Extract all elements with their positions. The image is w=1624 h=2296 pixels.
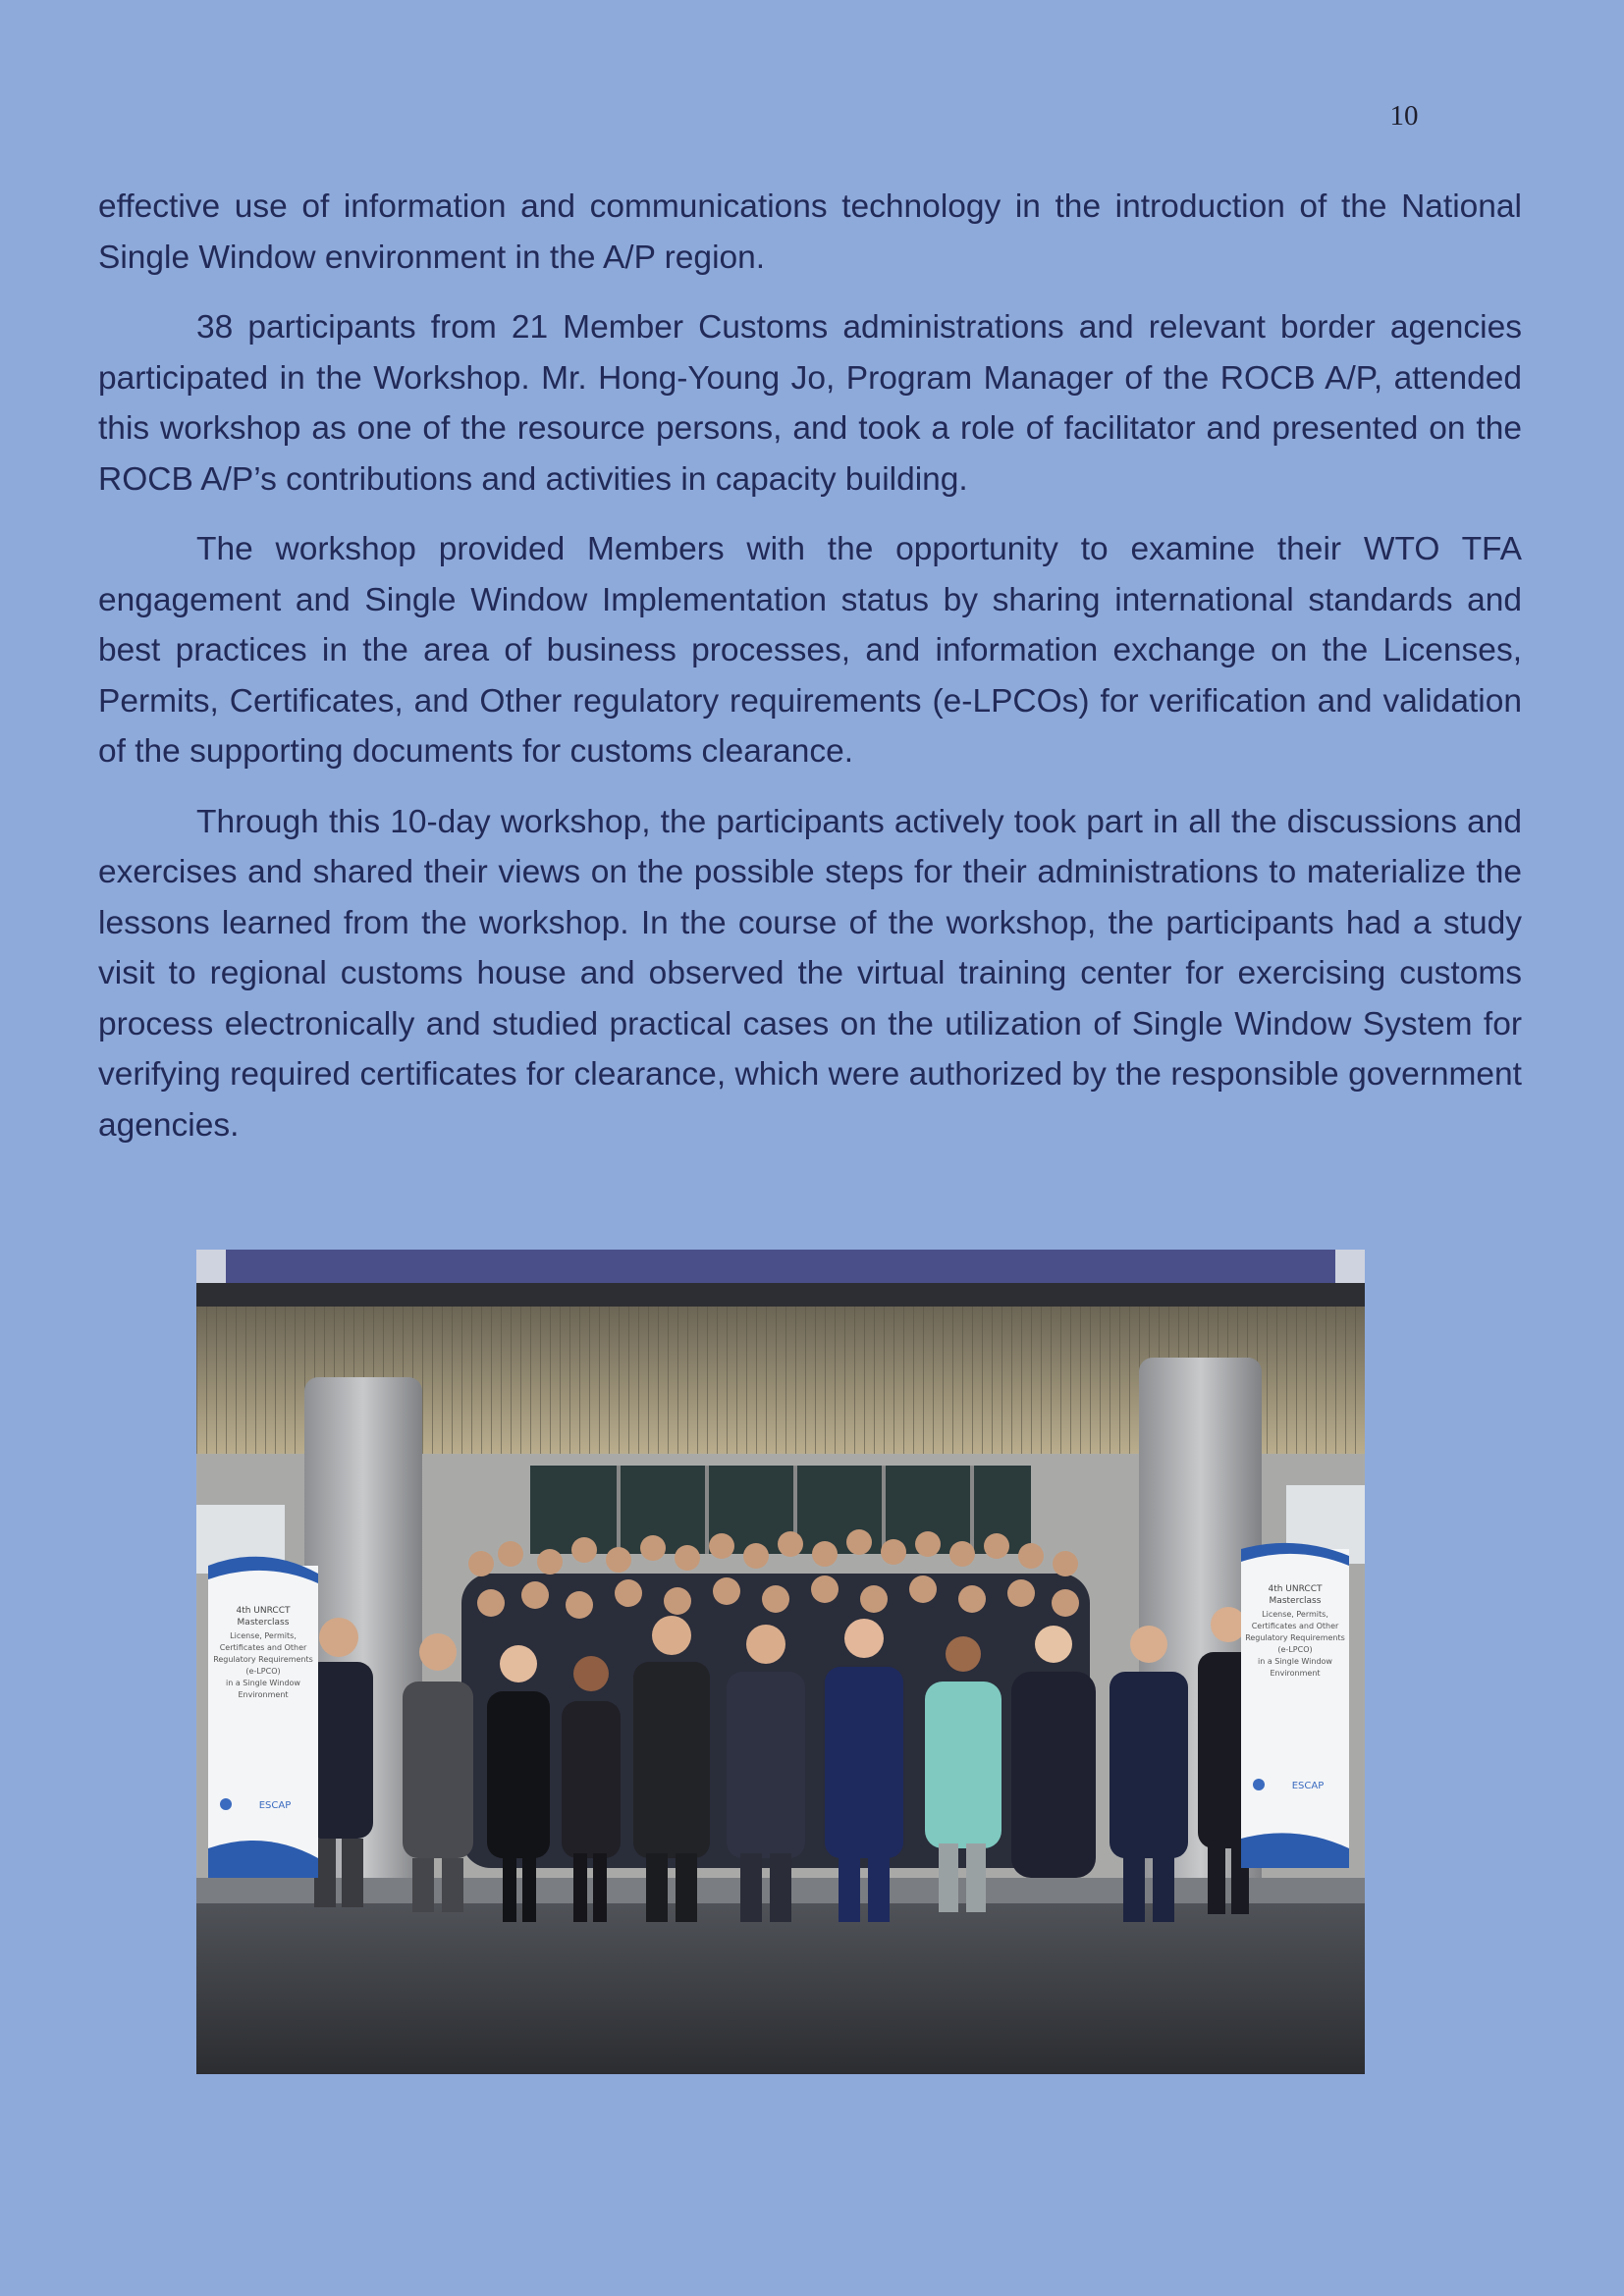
banner-left-line: in a Single Window: [226, 1679, 300, 1687]
group-photo-illustration: [196, 1250, 1365, 2074]
roof-edge: [226, 1250, 1335, 1283]
banner-left-subtitle: Masterclass: [237, 1618, 290, 1628]
banner-right-subtitle: Masterclass: [1269, 1596, 1322, 1606]
banner-left-line: (e-LPCO): [245, 1667, 281, 1676]
group-photo: [196, 1250, 1365, 2074]
banner-right-line: in a Single Window: [1258, 1657, 1332, 1666]
banner-left: [208, 1557, 318, 1878]
article-body: [98, 182, 1522, 1170]
paragraph-continuation: effective use of information and communications technology in the introduction of the National Single Window environment in the A/P region.: [98, 188, 1522, 276]
banner-left-line: Certificates and Other: [219, 1643, 307, 1652]
banner-right-line: (e-LPCO): [1277, 1645, 1313, 1654]
banner-right-logo-icon: [1253, 1779, 1265, 1790]
banner-right-line: Regulatory Requirements: [1245, 1633, 1345, 1642]
banner-left-title: 4th UNRCCT: [236, 1606, 291, 1616]
banner-right-line: License, Permits,: [1262, 1610, 1328, 1619]
banner-right-title: 4th UNRCCT: [1268, 1584, 1323, 1594]
page-number: 10: [1389, 100, 1419, 132]
banner-right-logo: ESCAP: [1291, 1781, 1325, 1791]
paragraph-ten-day-workshop: Through this 10-day workshop, the participants actively took part in all the discussions and exercises and shared their views on the possible steps for their administrations to materialize the lessons learned from the workshop. In the course of the workshop, the participants had a study visit to regional customs house and observed the virtual training center for exercising customs process electronically and studied practical cases on the utilization of Single Window System for verifying required certificates for clearance, which were authorized by the responsible government agencies.: [98, 803, 1522, 1144]
paragraph-workshop-opportunity: The workshop provided Members with the opportunity to examine their WTO TFA engagement and Single Window Implementation status by sharing international standards and best practices in the area of business processes, and information exchange on the Licenses, Permits, Certificates, and Other regulatory requirements (e-LPCOs) for verification and validation of the supporting documents for customs clearance.: [98, 531, 1522, 770]
paragraph-participants: 38 participants from 21 Member Customs administrations and relevant border agencies participated in the Workshop. Mr. Hong-Young Jo, Program Manager of the ROCB A/P, attended this workshop as one of the resource persons, and took a role of facilitator and presented on the ROCB A/P’s contributions and activities in capacity building.: [98, 309, 1522, 498]
banner-right-line: Certificates and Other: [1251, 1622, 1339, 1630]
banner-right-line: Environment: [1270, 1669, 1321, 1678]
banner-left-line: License, Permits,: [230, 1631, 297, 1640]
banner-left-logo: ESCAP: [258, 1800, 292, 1811]
banner-left-logo-icon: [220, 1798, 232, 1810]
banner-left-line: Regulatory Requirements: [213, 1655, 313, 1664]
banner-right: [1241, 1543, 1349, 1868]
banner-left-line: Environment: [238, 1690, 289, 1699]
canopy-edge: [196, 1283, 1365, 1307]
